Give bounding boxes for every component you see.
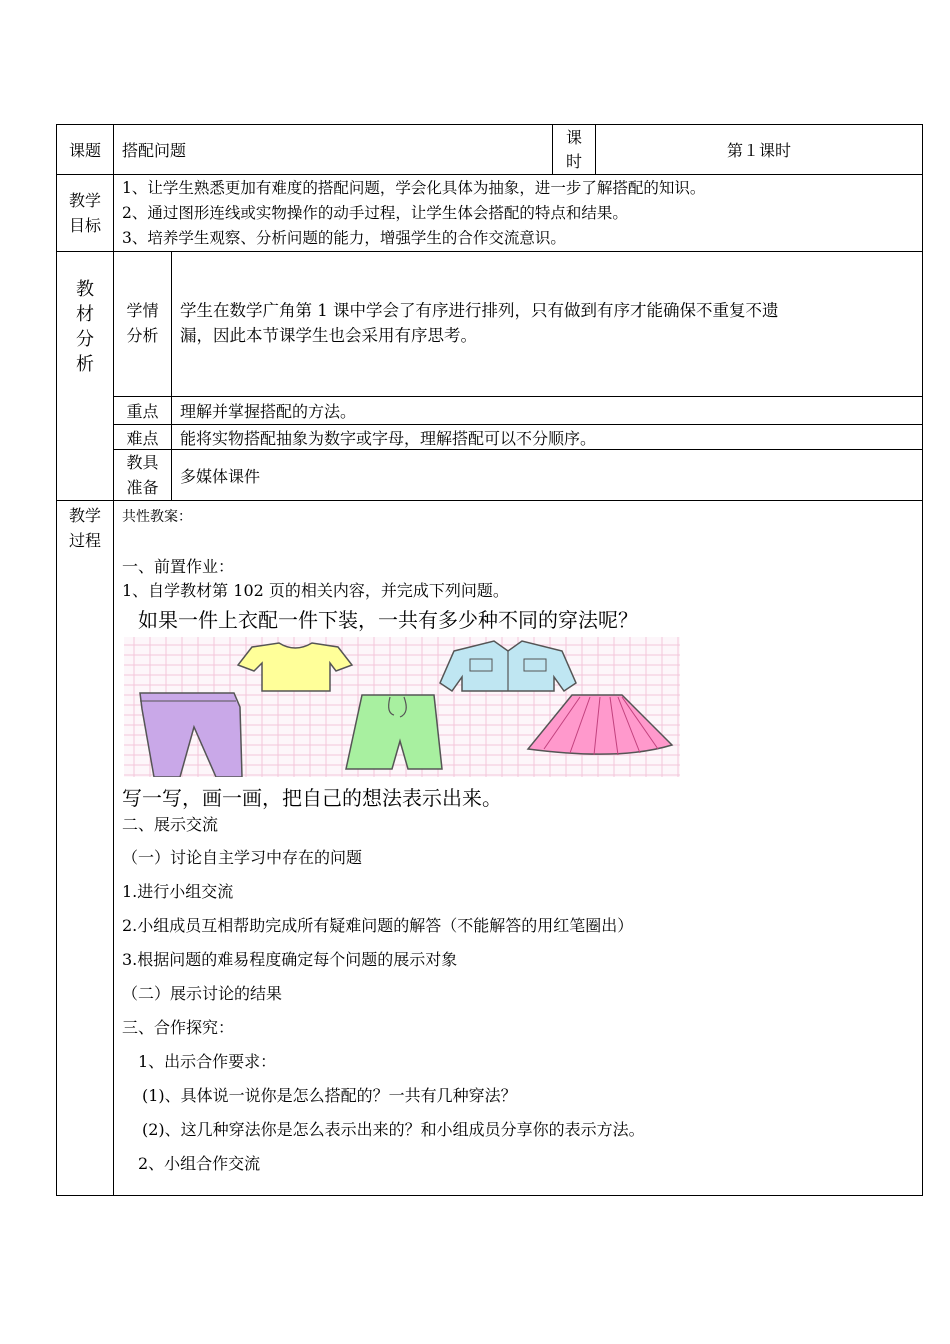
common-plan-heading: 共性教案： [122,509,192,525]
analysis-label: 教 材 分 析 [57,252,114,501]
goals-label: 教学 目标 [57,175,114,252]
student-analysis-label: 学情 分析 [114,252,172,397]
goal-item: 2、通过图形连线或实物操作的动手过程，让学生体会搭配的特点和结果。 [122,203,628,222]
topic-label: 课题 [57,125,114,175]
step-line: 2、小组合作交流 [138,1154,261,1173]
topic-value: 搭配问题 [114,125,553,175]
process-content [114,501,923,1196]
clothes-illustration [124,637,680,777]
goals-content [114,175,923,252]
step-line: (1)、具体说一说你是怎么搭配的？一共有几种穿法？ [142,1086,517,1105]
step-line: 3.根据问题的难易程度确定每个问题的展示对象 [122,950,458,969]
subsection-heading: （二）展示讨论的结果 [122,984,283,1003]
step-line: (2)、这几种穿法你是怎么表示出来的？和小组成员分享你的表示方法。 [142,1120,645,1139]
section-heading: 二、展示交流 [122,815,219,834]
lesson-plan-table [56,124,923,1196]
step-line: 1、出示合作要求： [138,1052,277,1071]
step-line: 1.进行小组交流 [122,882,234,901]
student-analysis-content: 学生在数学广角第 1 课中学会了有序进行排列，只有做到有序才能确保不重复不遗 漏，因此本节课学生也会采用有序思考。 [172,252,923,397]
difficult-point-content: 能将实物搭配抽象为数字或字母，理解搭配可以不分顺序。 [172,425,923,450]
question-line: 如果一件上衣配一件下装，一共有多少种不同的穿法呢？ [138,608,638,632]
key-point-label: 重点 [114,397,172,425]
goal-item: 1、让学生熟悉更加有难度的搭配问题，学会化具体为抽象，进一步了解搭配的知识。 [122,178,706,197]
process-label: 教学 过程 [57,501,114,1196]
goal-item: 3、培养学生观察、分析问题的能力，增强学生的合作交流意识。 [122,228,566,247]
tools-content: 多媒体课件 [172,450,923,501]
period-value: 第１课时 [596,125,923,175]
section-heading: 三、合作探究： [122,1018,235,1037]
draw-prompt: 写一写，画一画，把自己的想法表示出来。 [122,786,502,810]
key-point-content: 理解并掌握搭配的方法。 [172,397,923,425]
tools-label: 教具 准备 [114,450,172,501]
step-line: 2.小组成员互相帮助完成所有疑难问题的解答（不能解答的用红笔圈出） [122,916,634,935]
shorts-icon [346,695,442,769]
section-heading: 一、前置作业： [122,557,235,576]
difficult-point-label: 难点 [114,425,172,450]
subsection-heading: （一）讨论自主学习中存在的问题 [122,848,363,867]
period-label: 课 时 [553,125,596,175]
task-line: 1、自学教材第 102 页的相关内容，并完成下列问题。 [122,581,509,600]
